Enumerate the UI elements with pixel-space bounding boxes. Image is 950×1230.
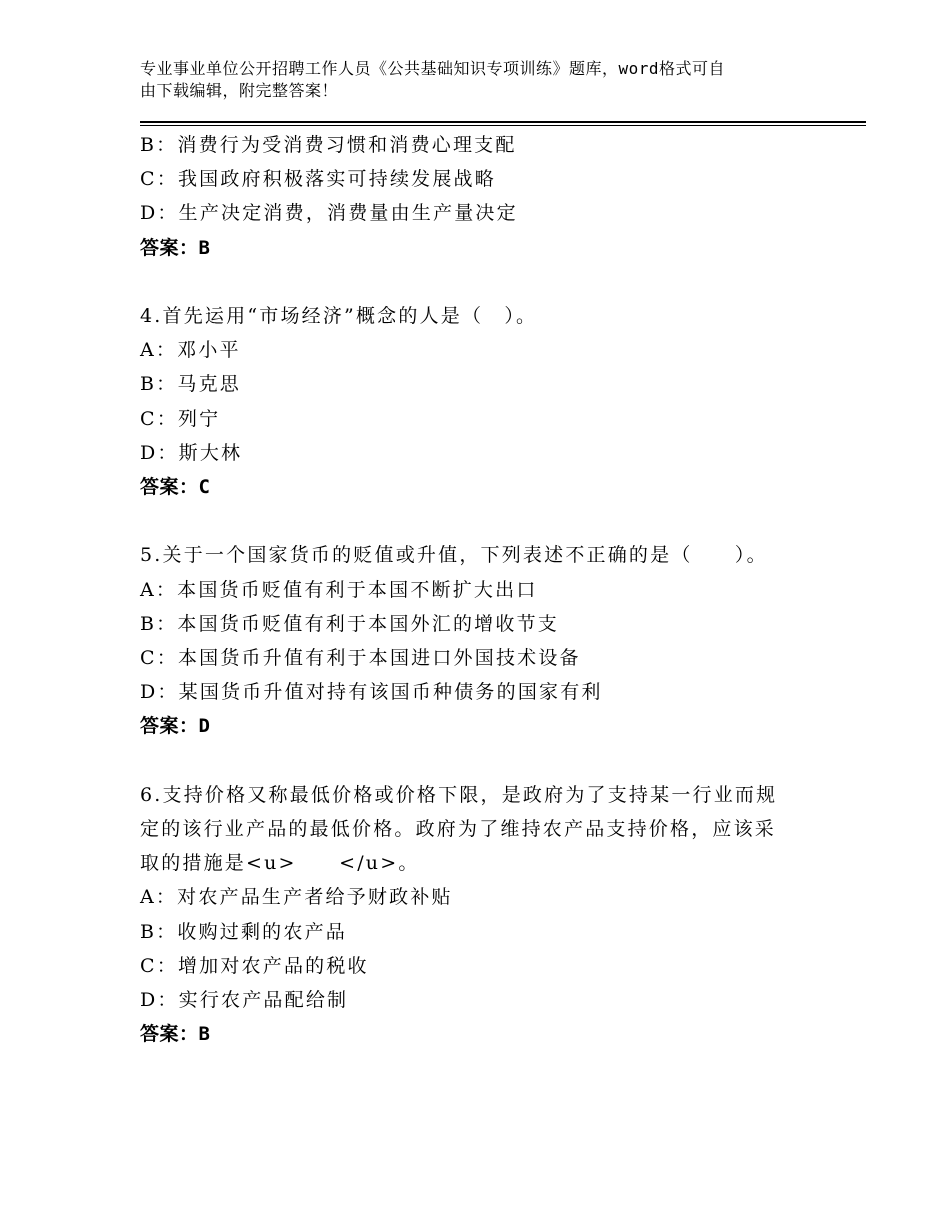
question-6 bbox=[140, 778, 820, 1052]
option-d: D：某国货币升值对持有该国币种债务的国家有利 bbox=[140, 681, 603, 704]
option-c: C：本国货币升值有利于本国进口外国技术设备 bbox=[140, 647, 581, 670]
option-a: A：对农产品生产者给予财政补贴 bbox=[140, 886, 453, 909]
question-stem: 4.首先运用“市场经济”概念的人是（ ）。 bbox=[140, 305, 538, 327]
answer-line: 答案：B bbox=[140, 236, 211, 259]
option-b: B：消费行为受消费习惯和消费心理支配 bbox=[140, 134, 517, 156]
option-d: D：实行农产品配给制 bbox=[140, 989, 349, 1012]
document-header bbox=[140, 58, 805, 102]
option-a: A：本国货币贬值有利于本国不断扩大出口 bbox=[140, 578, 538, 601]
carryover-question bbox=[140, 128, 820, 265]
header-divider-thick bbox=[140, 121, 866, 123]
question-stem-line-1: 6.支持价格又称最低价格或价格下限，是政府为了支持某一行业而规 bbox=[140, 783, 778, 806]
question-list bbox=[140, 128, 820, 1051]
option-d: D：生产决定消费，消费量由生产量决定 bbox=[140, 202, 518, 225]
option-d: D：斯大林 bbox=[140, 441, 243, 464]
option-a: A：邓小平 bbox=[140, 339, 241, 362]
header-line-2: 由下载编辑，附完整答案！ bbox=[140, 81, 339, 100]
question-stem-line-3: 取的措施是<u> </u>。 bbox=[140, 852, 420, 875]
option-b: B：马克思 bbox=[140, 373, 241, 396]
header-line-1: 专业事业单位公开招聘工作人员《公共基础知识专项训练》题库，word格式可自 bbox=[140, 59, 726, 78]
option-c: C：增加对农产品的税收 bbox=[140, 954, 369, 977]
question-5 bbox=[140, 538, 820, 743]
question-spacer bbox=[140, 265, 820, 299]
question-spacer bbox=[140, 744, 820, 778]
answer-line: 答案：D bbox=[140, 715, 211, 738]
option-c: C：我国政府积极落实可持续发展战略 bbox=[140, 168, 496, 191]
answer-line: 答案：B bbox=[140, 1023, 211, 1046]
question-stem-line-2: 定的该行业产品的最低价格。政府为了维持农产品支持价格，应该采 bbox=[140, 818, 777, 841]
question-stem: 5.关于一个国家货币的贬值或升值，下列表述不正确的是（ ）。 bbox=[140, 544, 768, 567]
question-4 bbox=[140, 299, 820, 504]
question-spacer bbox=[140, 504, 820, 538]
header-divider-thin bbox=[140, 125, 866, 126]
option-b: B：本国货币贬值有利于本国外汇的增收节支 bbox=[140, 612, 559, 635]
option-c: C：列宁 bbox=[140, 407, 221, 430]
answer-line: 答案：C bbox=[140, 476, 211, 499]
option-b: B：收购过剩的农产品 bbox=[140, 920, 347, 943]
